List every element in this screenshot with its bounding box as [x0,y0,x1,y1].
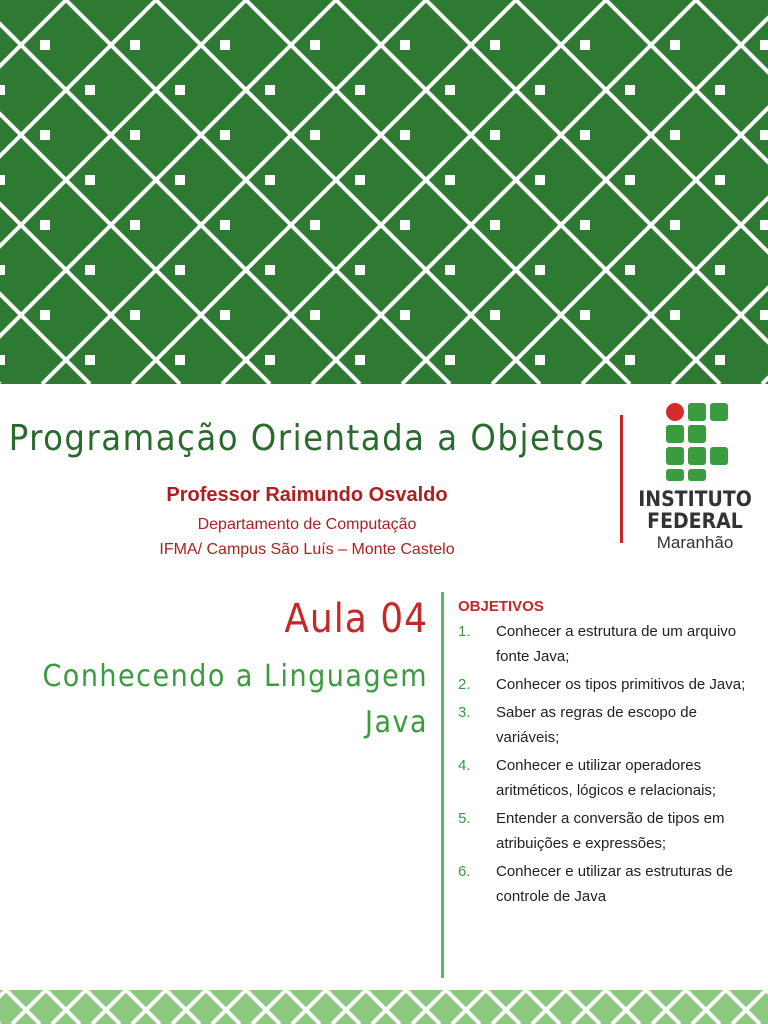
logo-text-maranhao: Maranhão [656,533,734,552]
logo-text-federal: FEDERAL [647,509,743,533]
objective-text: Conhecer e utilizar operadores aritméticos, lógicos e relacionais; [496,757,717,799]
objective-item [458,672,758,697]
objective-text: Conhecer e utilizar as estruturas de controle de Java [496,863,733,905]
institute-logo [632,403,758,563]
lesson-title: Aula 04 [284,596,428,642]
objective-item [458,619,758,669]
red-vertical-divider [620,415,623,543]
objective-text: Conhecer os tipos primitivos de Java; [496,676,746,693]
campus-name: IFMA/ Campus São Luís – Monte Castelo [159,541,455,558]
green-diamond-pattern-header [0,0,768,384]
objectives-heading: OBJETIVOS [458,598,544,615]
green-vertical-divider [441,592,444,978]
logo-text-instituto: INSTITUTO [638,487,752,511]
objective-number: 6. [458,863,471,880]
objective-number: 3. [458,704,471,721]
department-name: Departamento de Computação [197,516,417,533]
objective-item [458,753,758,803]
light-green-diamond-pattern-footer [0,990,768,1024]
professor-name: Professor Raimundo Osvaldo [166,484,448,506]
objective-number: 2. [458,676,471,693]
lesson-subtitle: Conhecendo a Linguagem Java [42,659,428,740]
objective-item [458,806,758,856]
objective-text: Conhecer a estrutura de um arquivo fonte Java; [496,623,737,665]
objectives-panel [458,598,758,912]
objective-number: 1. [458,623,471,640]
objective-text: Entender a conversão de tipos em atribuições e expressões; [496,810,725,852]
objectives-list [458,619,758,909]
objective-number: 5. [458,810,471,827]
objective-item [458,859,758,909]
logo-squares-icon [666,403,756,483]
objective-text: Saber as regras de escopo de variáveis; [496,704,697,746]
objective-item [458,700,758,750]
objective-number: 4. [458,757,471,774]
course-title: Programação Orientada a Objetos [8,418,606,459]
